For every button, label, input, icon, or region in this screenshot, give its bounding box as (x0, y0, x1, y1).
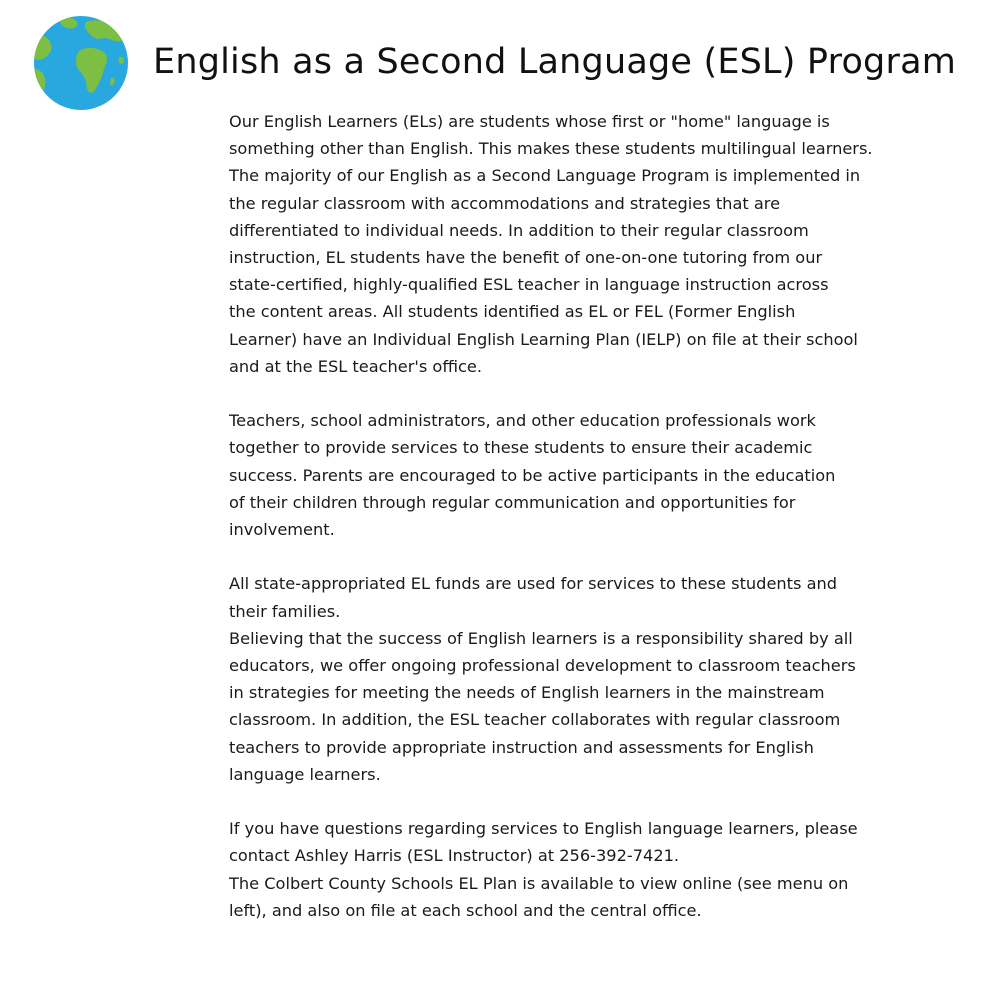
page-title: English as a Second Language (ESL) Program (153, 42, 957, 82)
paragraph-el-plan: The Colbert County Schools EL Plan is available to view online (see menu on left), and also on file at each school and the central office. (229, 873, 849, 920)
paragraph-professional-development: Believing that the success of English learners is a responsibility shared by all educators, we offer ongoing professional development to classroom teachers in strategies for meeting the needs of English learners in the mainstream classroom. In addition, the ESL teacher collaborates with regular classroom teachers to provide appropriate instruction and assessments for English language learners. (229, 628, 856, 784)
paragraph-collaboration: Teachers, school administrators, and other education professionals work together to provide services to these students to ensure their academic success. Parents are encouraged to be active participants in the education of their children through regular communication and opportunities for involvement. (229, 411, 836, 540)
paragraph-intro: Our English Learners (ELs) are students whose first or "home" language is something other than English. This makes these students multilingual learners. The majority of our English as a Second Language Program is implemented in the regular classroom with accommodations and strategies that are differentiated to individual needs. In addition to their regular classroom instruction, EL students have the benefit of one-on-one tutoring from our state-certified, highly-qualified ESL teacher in language instruction across the content areas. All students identified as EL or FEL (Former English Learner) have an Individual English Learning Plan (IELP) on file at their school and at the ESL teacher's office. (229, 112, 873, 376)
paragraph-funds: All state-appropriated EL funds are used for services to these students and their families. (229, 574, 838, 621)
article-body (229, 108, 889, 924)
globe-icon (34, 16, 128, 110)
paragraph-contact: If you have questions regarding services to English language learners, please contact Ashley Harris (ESL Instructor) at 256-392-7421. (229, 819, 858, 866)
